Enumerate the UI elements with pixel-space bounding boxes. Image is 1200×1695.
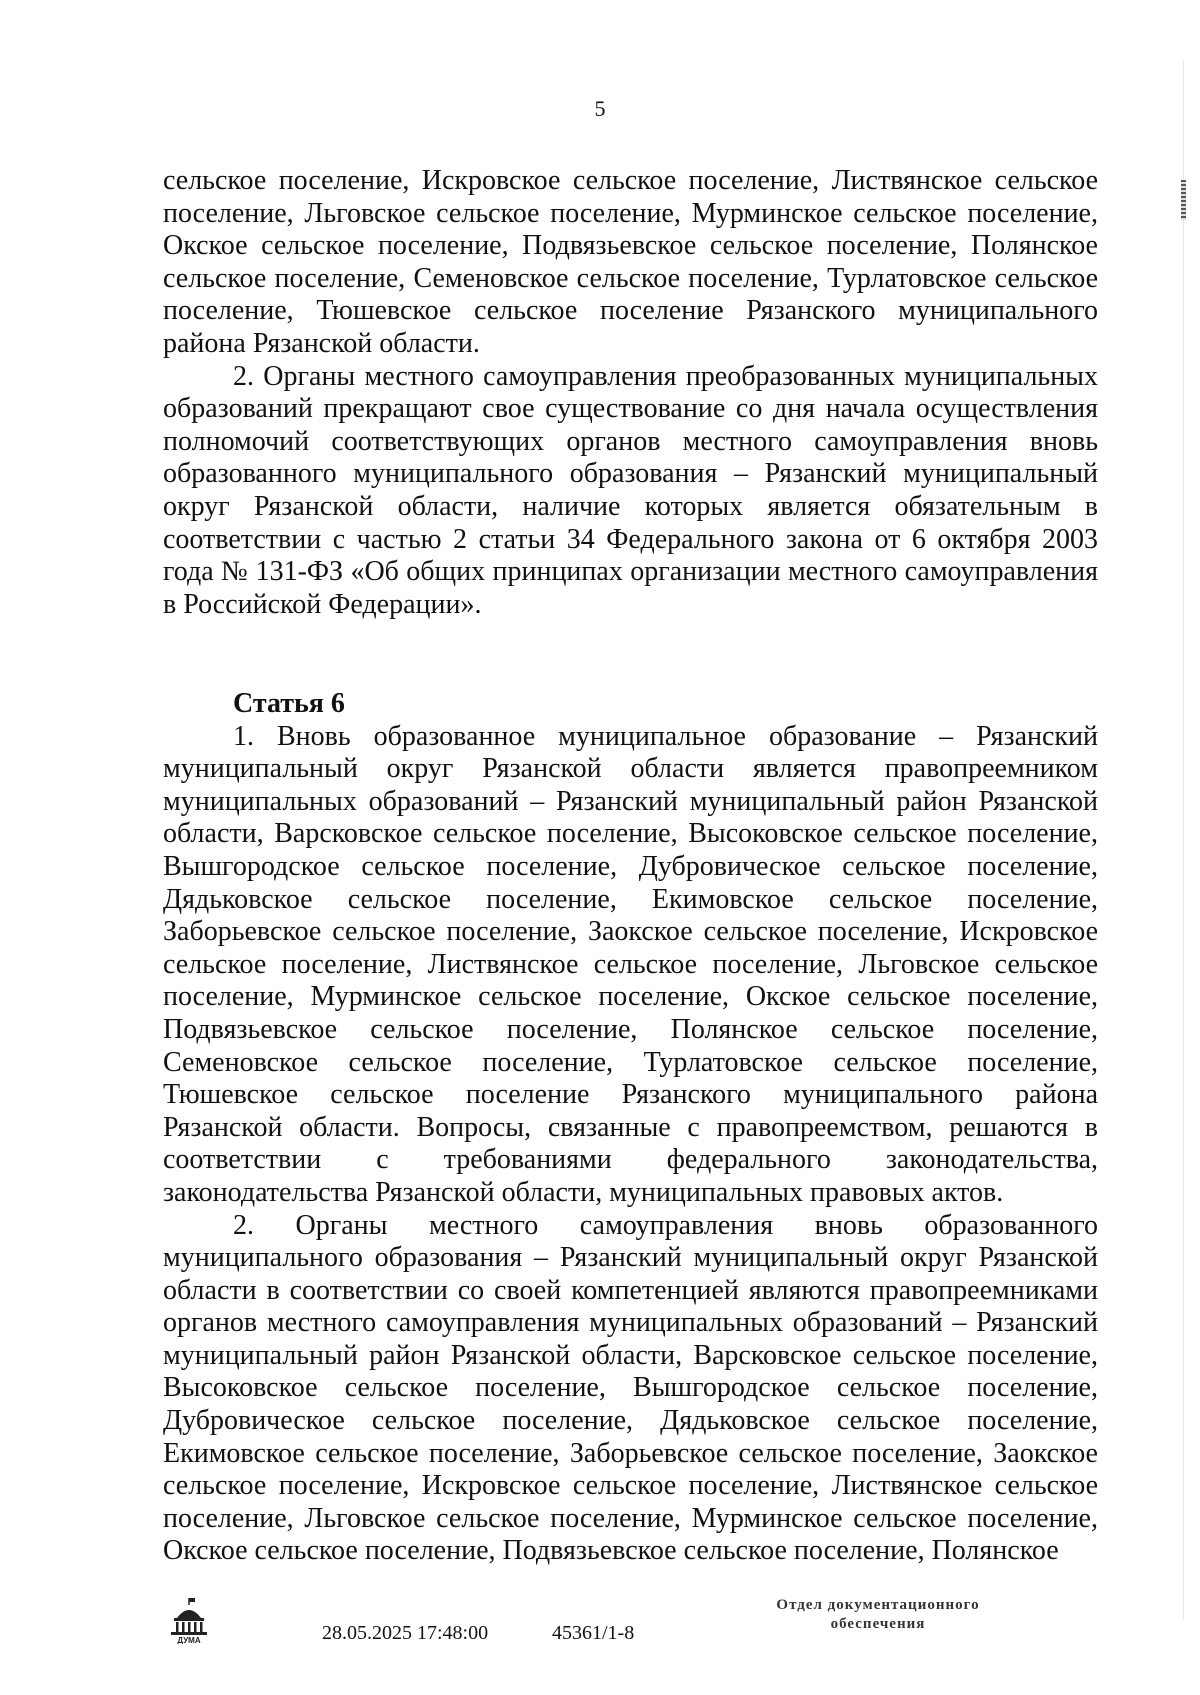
duma-building-icon [168,1596,210,1644]
footer-date: 28.05.2025 17:48:00 [322,1622,489,1644]
stamp-line-2: обеспечения [830,1616,926,1632]
scan-barcode-mark [1181,180,1186,220]
article-paragraph-1: 1. Вновь образованное муниципальное образование – Рязанский муниципальный округ Рязанской области является правопреемником муниципальных образований – Рязанский муниципальный район Рязанской области, Варсковское сельское поселение, Высоковское сельское поселение, Вышгородское сельское поселение, Дубровическое сельское поселение, Дядьковское сельское поселение, Екимовское сельское поселение, Заборьевское сельское поселение, Заокское сельское поселение, Искровское сельское поселение, Листвянское сельское поселение, Льговское сельское поселение, Мурминское сельское поселение, Окское сельское поселение, Подвязьевское сельское поселение, Полянское сельское поселение, Семеновское сельское поселение, Турлатовское сельское поселение, Тюшевское сельское поселение Рязанского муниципального района Рязанской области. Вопросы, связанные с правопреемством, решаются в соответствии с требованиями федерального законодательства, законодательства Рязанской области, муниципальных правовых актов. [163,720,1098,1208]
scan-edge-line [1183,60,1184,1620]
text-block-continuation [163,165,1098,621]
svg-text:ДУМА: ДУМА [177,1636,201,1644]
article-6-section [163,688,1098,1568]
footer-registration-number: 45361/1-8 [552,1622,635,1644]
paragraph-item-2: 2. Органы местного самоуправления преобразованных муниципальных образований прекращают свое существование со дня начала осуществления полномочий соответствующих органов местного самоуправления вновь образованного муниципального образования – Рязанский муниципальный округ Рязанской области, наличие которых является обязательным в соответствии с частью 2 статьи 34 Федерального закона от 6 октября 2003 года № 131-ФЗ «Об общих принципах организации местного самоуправления в Российской Федерации». [163,360,1098,620]
paragraph-continuation: сельское поселение, Искровское сельское поселение, Листвянское сельское поселение, Льговское сельское поселение, Мурминское сельское поселение, Окское сельское поселение, Подвязьевское сельское поселение, Полянское сельское поселение, Семеновское сельское поселение, Турлатовское сельское поселение, Тюшевское сельское поселение Рязанского муниципального района Рязанской области. [163,165,1098,359]
article-paragraph-2: 2. Органы местного самоуправления вновь образованного муниципального образования – Рязанский муниципальный округ Рязанской области в соответствии со своей компетенцией являются правопреемниками органов местного самоуправления муниципальных образований – Рязанский муниципальный район Рязанской области, Варсковское сельское поселение, Высоковское сельское поселение, Вышгородское сельское поселение, Дубровическое сельское поселение, Дядьковское сельское поселение, Екимовское сельское поселение, Заборьевское сельское поселение, Заокское сельское поселение, Искровское сельское поселение, Листвянское сельское поселение, Льговское сельское поселение, Мурминское сельское поселение, Окское сельское поселение, Подвязьевское сельское поселение, Полянское [163,1209,1098,1567]
department-stamp [728,1596,1028,1634]
page-number: 5 [594,96,606,121]
article-heading: Статья 6 [233,688,345,719]
stamp-line-1: Отдел документационного [776,1597,980,1613]
